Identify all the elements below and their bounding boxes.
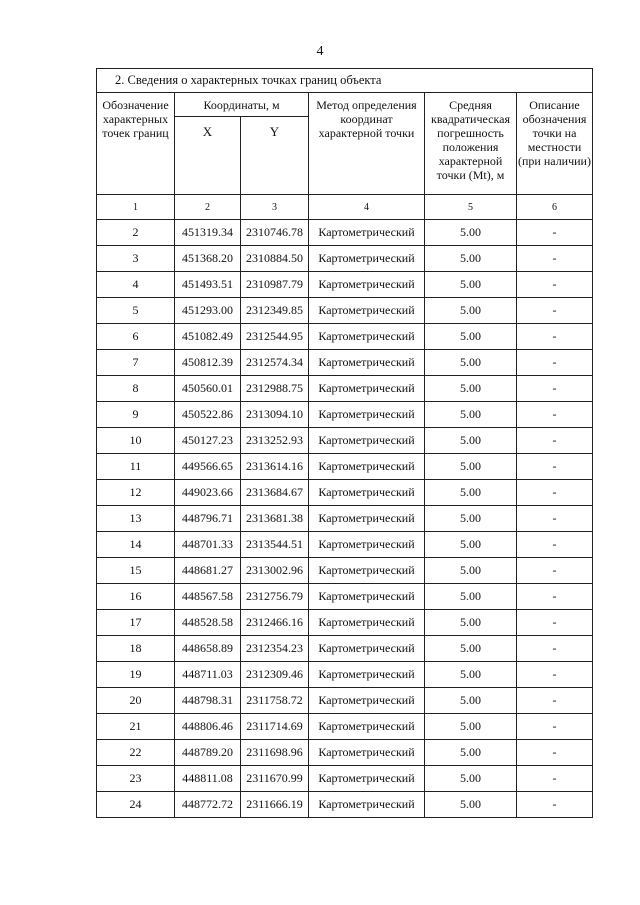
coordinate-x: 449566.65 [175,454,241,480]
column-number: 6 [517,195,593,220]
table-row [97,792,593,818]
section-title-row [97,69,593,93]
accuracy-cell: 5.00 [425,766,517,792]
point-number: 9 [97,402,175,428]
table-row [97,610,593,636]
header-description: Описание обозначения точки на местности (при наличии) [517,93,593,195]
method-cell: Картометрический [309,220,425,246]
header-accuracy: Средняя квадратическая погрешность положения характерной точки (Mt), м [425,93,517,195]
table-row [97,740,593,766]
header-method: Метод определения координат характерной точки [309,93,425,195]
accuracy-cell: 5.00 [425,584,517,610]
table-row [97,220,593,246]
description-cell: - [517,584,593,610]
description-cell: - [517,688,593,714]
description-cell: - [517,740,593,766]
table-row [97,480,593,506]
coordinate-y: 2313544.51 [241,532,309,558]
method-cell: Картометрический [309,480,425,506]
point-number: 7 [97,350,175,376]
accuracy-cell: 5.00 [425,220,517,246]
description-cell: - [517,376,593,402]
method-cell: Картометрический [309,324,425,350]
description-cell: - [517,428,593,454]
column-number: 1 [97,195,175,220]
table-row [97,584,593,610]
boundary-points-table [96,68,593,818]
column-number: 4 [309,195,425,220]
accuracy-cell: 5.00 [425,246,517,272]
accuracy-cell: 5.00 [425,610,517,636]
method-cell: Картометрический [309,714,425,740]
accuracy-cell: 5.00 [425,298,517,324]
method-cell: Картометрический [309,662,425,688]
table-row [97,272,593,298]
accuracy-cell: 5.00 [425,792,517,818]
accuracy-cell: 5.00 [425,454,517,480]
coordinate-x: 448658.89 [175,636,241,662]
coordinate-x: 448711.03 [175,662,241,688]
coordinate-y: 2313684.67 [241,480,309,506]
method-cell: Картометрический [309,532,425,558]
point-number: 17 [97,610,175,636]
description-cell: - [517,662,593,688]
coordinate-x: 450127.23 [175,428,241,454]
description-cell: - [517,558,593,584]
coordinate-y: 2313002.96 [241,558,309,584]
point-number: 21 [97,714,175,740]
accuracy-cell: 5.00 [425,740,517,766]
method-cell: Картометрический [309,740,425,766]
coordinate-x: 451319.34 [175,220,241,246]
header-coordinates: Координаты, м [175,93,309,117]
description-cell: - [517,766,593,792]
method-cell: Картометрический [309,428,425,454]
method-cell: Картометрический [309,454,425,480]
coordinate-x: 451082.49 [175,324,241,350]
method-cell: Картометрический [309,792,425,818]
point-number: 11 [97,454,175,480]
description-cell: - [517,298,593,324]
coordinate-x: 448567.58 [175,584,241,610]
coordinate-x: 450560.01 [175,376,241,402]
coordinate-x: 448701.33 [175,532,241,558]
point-number: 8 [97,376,175,402]
point-number: 23 [97,766,175,792]
table-row [97,324,593,350]
table-row [97,766,593,792]
point-number: 4 [97,272,175,298]
header-x: X [175,117,241,195]
description-cell: - [517,402,593,428]
method-cell: Картометрический [309,506,425,532]
description-cell: - [517,792,593,818]
coordinate-y: 2311758.72 [241,688,309,714]
table-row [97,636,593,662]
coordinate-x: 448811.08 [175,766,241,792]
accuracy-cell: 5.00 [425,506,517,532]
method-cell: Картометрический [309,610,425,636]
method-cell: Картометрический [309,688,425,714]
point-number: 16 [97,584,175,610]
accuracy-cell: 5.00 [425,688,517,714]
method-cell: Картометрический [309,298,425,324]
table-row [97,688,593,714]
header-y: Y [241,117,309,195]
method-cell: Картометрический [309,584,425,610]
table-row [97,298,593,324]
coordinate-x: 448789.20 [175,740,241,766]
section-title: 2. Сведения о характерных точках границ объекта [97,69,593,93]
point-number: 3 [97,246,175,272]
accuracy-cell: 5.00 [425,480,517,506]
description-cell: - [517,714,593,740]
coordinate-y: 2312988.75 [241,376,309,402]
coordinate-x: 450522.86 [175,402,241,428]
coordinate-y: 2313252.93 [241,428,309,454]
description-cell: - [517,246,593,272]
description-cell: - [517,220,593,246]
point-number: 20 [97,688,175,714]
coordinate-x: 448681.27 [175,558,241,584]
coordinate-y: 2311670.99 [241,766,309,792]
method-cell: Картометрический [309,558,425,584]
accuracy-cell: 5.00 [425,376,517,402]
column-number: 5 [425,195,517,220]
method-cell: Картометрический [309,272,425,298]
accuracy-cell: 5.00 [425,532,517,558]
table-row [97,662,593,688]
accuracy-cell: 5.00 [425,714,517,740]
coordinate-x: 451493.51 [175,272,241,298]
coordinate-y: 2311714.69 [241,714,309,740]
coordinate-y: 2312354.23 [241,636,309,662]
point-number: 24 [97,792,175,818]
coordinate-y: 2313094.10 [241,402,309,428]
point-number: 13 [97,506,175,532]
table-row [97,506,593,532]
coordinate-x: 448798.31 [175,688,241,714]
accuracy-cell: 5.00 [425,350,517,376]
description-cell: - [517,610,593,636]
point-number: 5 [97,298,175,324]
column-number-row [97,195,593,220]
accuracy-cell: 5.00 [425,636,517,662]
table-row [97,376,593,402]
point-number: 18 [97,636,175,662]
accuracy-cell: 5.00 [425,324,517,350]
coordinate-y: 2313681.38 [241,506,309,532]
point-number: 10 [97,428,175,454]
description-cell: - [517,506,593,532]
method-cell: Картометрический [309,246,425,272]
coordinate-y: 2310884.50 [241,246,309,272]
method-cell: Картометрический [309,402,425,428]
description-cell: - [517,272,593,298]
coordinate-y: 2312309.46 [241,662,309,688]
coordinate-x: 448806.46 [175,714,241,740]
table-row [97,246,593,272]
coordinate-y: 2311666.19 [241,792,309,818]
coordinate-y: 2312466.16 [241,610,309,636]
method-cell: Картометрический [309,636,425,662]
point-number: 12 [97,480,175,506]
accuracy-cell: 5.00 [425,428,517,454]
point-number: 19 [97,662,175,688]
accuracy-cell: 5.00 [425,662,517,688]
point-number: 15 [97,558,175,584]
coordinate-y: 2311698.96 [241,740,309,766]
description-cell: - [517,324,593,350]
table-row [97,454,593,480]
coordinate-x: 449023.66 [175,480,241,506]
table-row [97,402,593,428]
table-row [97,532,593,558]
page-number: 4 [316,44,324,59]
header-row [97,93,593,117]
description-cell: - [517,532,593,558]
coordinate-x: 450812.39 [175,350,241,376]
point-number: 2 [97,220,175,246]
coordinate-y: 2310746.78 [241,220,309,246]
coordinate-x: 448528.58 [175,610,241,636]
point-number: 22 [97,740,175,766]
column-number: 2 [175,195,241,220]
coordinate-y: 2312756.79 [241,584,309,610]
table-row [97,558,593,584]
accuracy-cell: 5.00 [425,402,517,428]
method-cell: Картометрический [309,376,425,402]
description-cell: - [517,454,593,480]
coordinate-x: 451368.20 [175,246,241,272]
method-cell: Картометрический [309,350,425,376]
coordinate-x: 448796.71 [175,506,241,532]
header-designation: Обозначение характерных точек границ [97,93,175,195]
coordinate-y: 2310987.79 [241,272,309,298]
accuracy-cell: 5.00 [425,558,517,584]
table-row [97,428,593,454]
column-number: 3 [241,195,309,220]
coordinate-y: 2312544.95 [241,324,309,350]
point-number: 6 [97,324,175,350]
method-cell: Картометрический [309,766,425,792]
coordinate-y: 2313614.16 [241,454,309,480]
coordinate-y: 2312349.85 [241,298,309,324]
table-row [97,714,593,740]
coordinate-x: 448772.72 [175,792,241,818]
table-row [97,350,593,376]
description-cell: - [517,636,593,662]
point-number: 14 [97,532,175,558]
coordinate-y: 2312574.34 [241,350,309,376]
description-cell: - [517,480,593,506]
description-cell: - [517,350,593,376]
coordinate-x: 451293.00 [175,298,241,324]
accuracy-cell: 5.00 [425,272,517,298]
